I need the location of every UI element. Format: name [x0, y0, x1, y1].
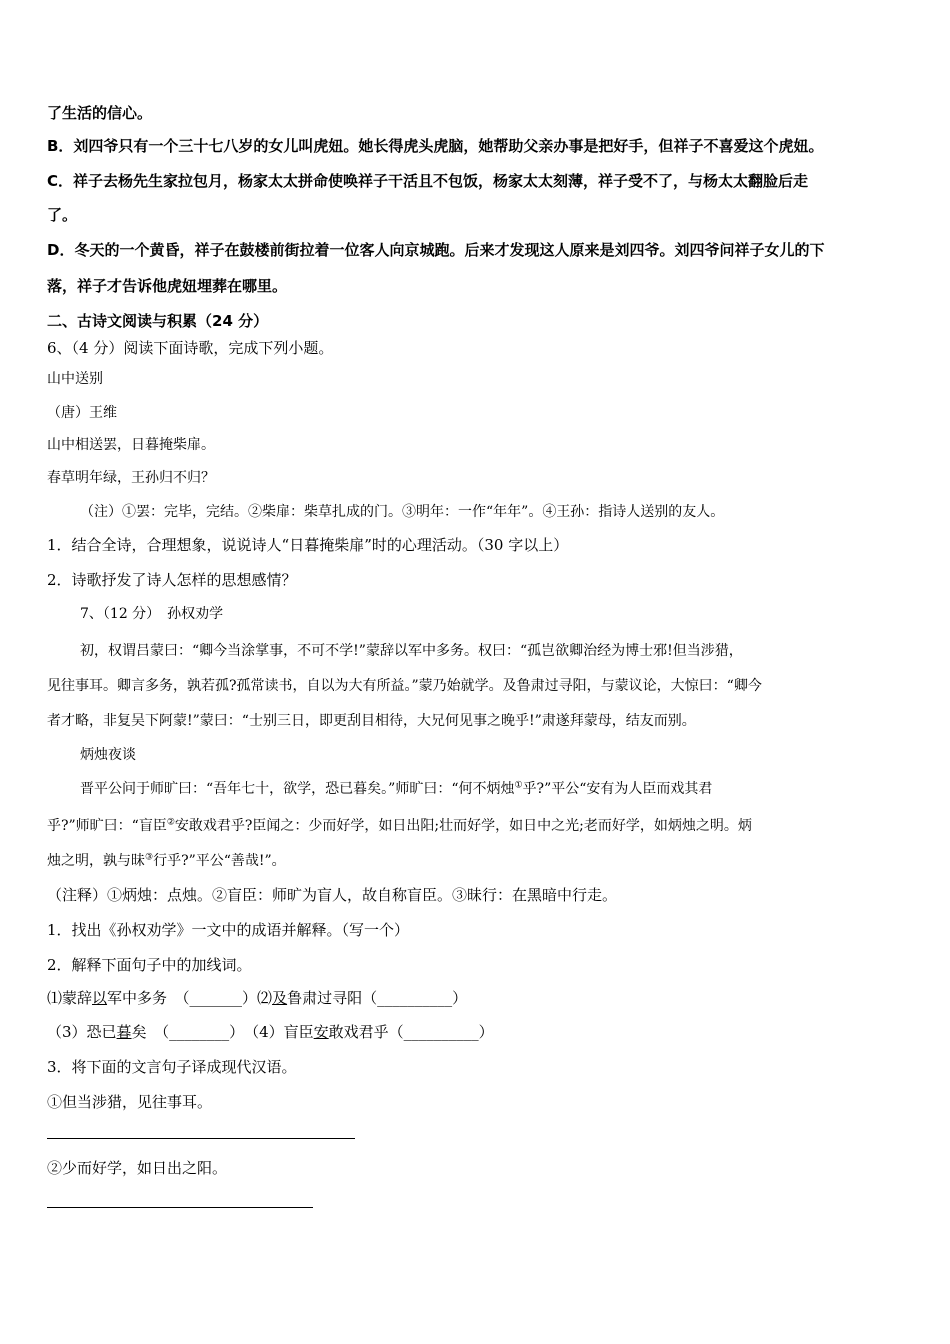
option-c-line2: 了。: [47, 206, 78, 224]
poem-line-2: 春草明年绿，王孙归不归？: [47, 470, 215, 486]
q7-question-2: 2．解释下面句子中的加线词。: [47, 956, 252, 974]
option-d-line1: D．冬天的一个黄昏，祥子在鼓楼前街拉着一位客人向京城跑。后来才发现这人原来是刘四爷。刘四爷问祥子女儿的下: [47, 241, 825, 259]
q7-intro: 7、（12 分） 孙权劝学: [80, 606, 224, 622]
q7-3-sentence-2: ②少而好学，如日出之阳。: [47, 1159, 228, 1177]
q7-question-3: 3．将下面的文言句子译成现代汉语。: [47, 1058, 297, 1076]
option-d-line2: 落，祥子才告诉他虎妞埋葬在哪里。: [47, 277, 288, 295]
text2-line-1: 晋平公问于师旷曰：“吾年七十，欲学，恐已暮矣。”师旷曰：“何不炳烛①乎?”平公“安有为人臣而戏其君: [80, 780, 713, 797]
section-title: 二、古诗文阅读与积累（24 分）: [47, 312, 269, 330]
text2-note: （注释）①炳烛：点烛。②盲臣：师旷为盲人，故自称盲臣。③昧行：在黑暗中行走。: [47, 886, 618, 904]
text1-line-3: 者才略，非复吴下阿蒙!”蒙曰：“士别三日，即更刮目相待，大兄何见事之晚乎!”肃遂拜蒙母，结友而别。: [47, 713, 696, 729]
q7-question-1: 1．找出《孙权劝学》一文中的成语并解释。（写一个）: [47, 921, 410, 939]
text1-line-1: 初，权谓吕蒙曰：“卿今当涂掌事，不可不学!”蒙辞以军中多务。权曰：“孤岂欲卿治经为博士邪!但当涉猎，: [80, 643, 743, 659]
q6-intro: 6、（4 分）阅读下面诗歌，完成下列小题。: [47, 339, 334, 357]
poem-line-1: 山中相送罢，日暮掩柴扉。: [47, 437, 215, 453]
text2-line-2: 乎?”师旷曰：“盲臣②安敢戏君乎?臣闻之：少而好学，如日出阳;壮而好学，如日中之光;老而好学，如炳烛之明。炳: [47, 817, 752, 834]
q6-question-1: 1．结合全诗，合理想象，说说诗人“日暮掩柴扉”时的心理活动。（30 字以上）: [47, 536, 569, 554]
option-c-continuation: 了生活的信心。: [47, 104, 153, 122]
text2-line-3: 烛之明，孰与昧③行乎?”平公“善哉!”。: [47, 852, 286, 869]
poem-note: （注）①罢：完毕，完结。②柴扉：柴草扎成的门。③明年：一作“年年”。④王孙：指诗人送别的友人。: [80, 504, 725, 520]
option-b: B．刘四爷只有一个三十七八岁的女儿叫虎妞。她长得虎头虎脑，她帮助父亲办事是把好手，但祥子不喜爱这个虎妞。: [47, 137, 824, 155]
q7-2-items-row-1: ⑴蒙辞以军中多务 （_______）⑵及鲁肃过寻阳（__________）: [47, 989, 468, 1007]
poem-author: （唐）王维: [47, 405, 117, 421]
q7-2-items-row-2: （3）恐已暮矣 （________） （4）盲臣安敢戏君乎（__________）: [47, 1023, 494, 1041]
answer-line-1[interactable]: [47, 1138, 355, 1139]
q6-question-2: 2．诗歌抒发了诗人怎样的思想感情？: [47, 571, 297, 589]
text2-title: 炳烛夜谈: [80, 747, 136, 763]
text1-line-2: 见往事耳。卿言多务，孰若孤?孤常读书，自以为大有所益。”蒙乃始就学。及鲁肃过寻阳，与蒙议论，大惊曰：“卿今: [47, 678, 762, 694]
poem-title: 山中送别: [47, 371, 103, 387]
q7-3-sentence-1: ①但当涉猎，见往事耳。: [47, 1093, 213, 1111]
answer-line-2[interactable]: [47, 1207, 313, 1208]
option-c-line1: C．祥子去杨先生家拉包月，杨家太太拼命使唤祥子干活且不包饭，杨家太太刻薄，祥子受不了，与杨太太翻脸后走: [47, 172, 809, 190]
